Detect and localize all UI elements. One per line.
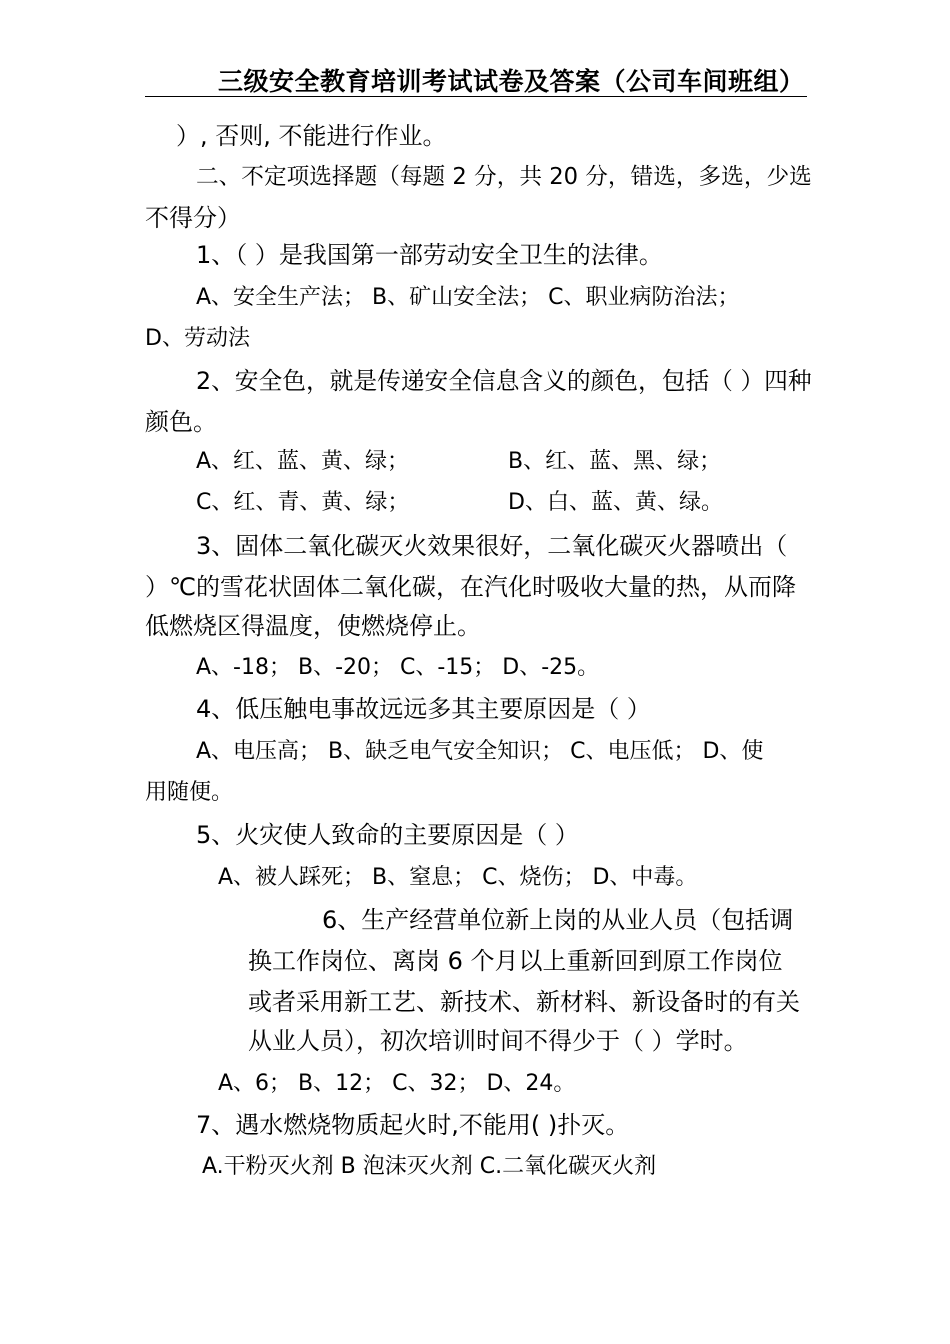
question-4-stem: 4、低压触电事故远远多其主要原因是（ ）	[196, 695, 651, 723]
section-heading: 二、不定项选择题（每题 2 分，共 20 分，错选，多选，少选	[196, 164, 812, 190]
intro-line: ）, 否则, 不能进行作业。	[176, 122, 447, 150]
question-7-options: A.干粉灭火剂 B 泡沫灭火剂 C.二氧化碳灭火剂	[202, 1154, 657, 1179]
question-2-option-d: D、白、蓝、黄、绿。	[508, 490, 723, 515]
question-3-stem-cont: ）℃的雪花状固体二氧化碳，在汽化时吸收大量的热，从而降	[145, 573, 796, 601]
header-divider	[145, 96, 807, 97]
question-4-options-cont: 用随便。	[145, 780, 234, 805]
question-2-option-a: A、红、蓝、黄、绿；	[196, 449, 410, 474]
question-6-stem: 6、生产经营单位新上岗的从业人员（包括调	[322, 906, 794, 934]
question-2-option-c: C、红、青、黄、绿；	[196, 490, 410, 515]
question-1-options: A、安全生产法； B、矿山安全法； C、职业病防治法；	[196, 285, 740, 310]
section-heading-cont: 不得分）	[145, 204, 241, 232]
question-5-stem: 5、火灾使人致命的主要原因是（ ）	[196, 821, 579, 849]
question-1-stem: 1、（ ）是我国第一部劳动安全卫生的法律。	[196, 241, 663, 269]
question-6-stem-cont: 换工作岗位、离岗 6 个月以上重新回到原工作岗位	[248, 947, 783, 975]
question-4-options: A、电压高； B、缺乏电气安全知识； C、电压低； D、使	[196, 739, 764, 764]
question-6-stem-cont-2: 或者采用新工艺、新技术、新材料、新设备时的有关	[248, 988, 800, 1016]
question-6-options: A、6； B、12； C、32； D、24。	[218, 1071, 576, 1096]
question-1-options-cont: D、劳动法	[145, 326, 250, 351]
question-3-stem-cont-2: 低燃烧区得温度，使燃烧停止。	[145, 612, 481, 640]
question-5-options: A、被人踩死； B、窒息； C、烧伤； D、中毒。	[218, 865, 698, 890]
question-2-option-b: B、红、蓝、黑、绿；	[508, 449, 722, 474]
question-2-stem-cont: 颜色。	[145, 408, 217, 436]
question-7-stem: 7、遇水燃烧物质起火时,不能用( )扑灭。	[196, 1111, 630, 1139]
question-2-stem: 2、安全色，就是传递安全信息含义的颜色，包括（ ）四种	[196, 367, 812, 395]
document-title: 三级安全教育培训考试试卷及答案（公司车间班组）	[218, 67, 805, 96]
question-6-stem-cont-3: 从业人员），初次培训时间不得少于（ ）学时。	[248, 1027, 748, 1055]
question-3-stem: 3、固体二氧化碳灭火效果很好，二氧化碳灭火器喷出（	[196, 532, 788, 560]
question-3-options: A、-18； B、-20； C、-15； D、-25。	[196, 655, 600, 680]
